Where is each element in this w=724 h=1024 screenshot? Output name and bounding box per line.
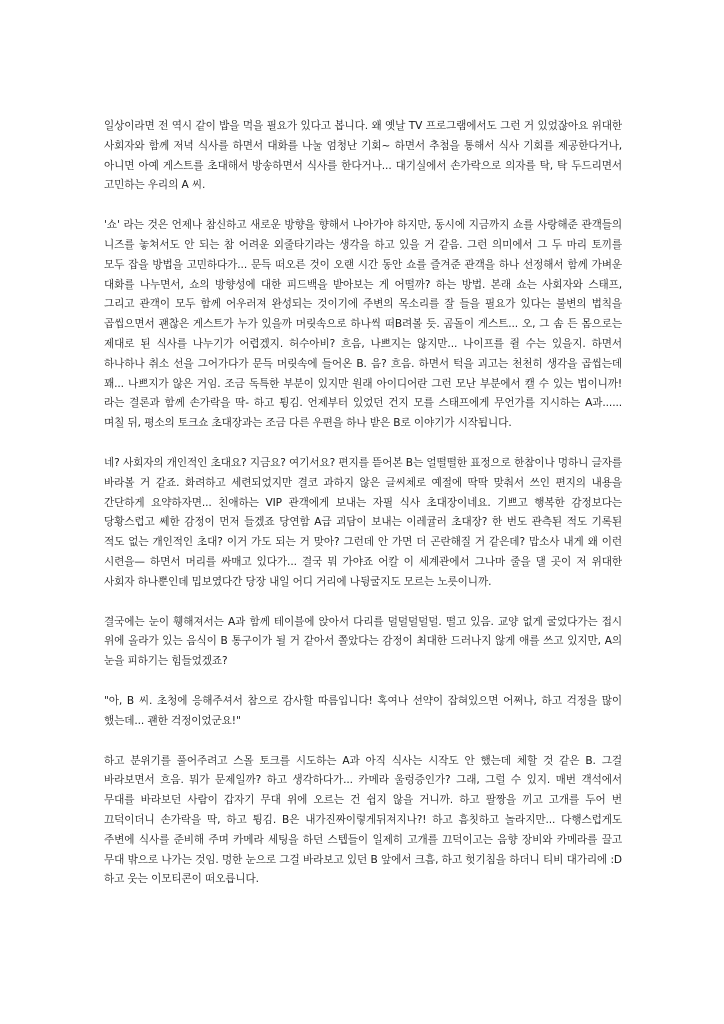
- paragraph-5-dialogue: "아, B 씨. 초청에 응해주셔서 참으로 감사할 따름입니다! 혹여나 선약이 잡혀있으면 어쩌나, 하고 걱정을 많이 했는데... 괜한 걱정이었군요!": [104, 694, 622, 727]
- document-body: [104, 117, 622, 910]
- paragraph-4: 결국에는 눈이 휑해져서는 A과 함께 테이블에 앉아서 다리를 덜덜덜덜덜. 떨고 있음. 교양 없게 굴었다가는 접시 위에 올라가 있는 음식이 B 통구이가 될 거 같아서 쫄았다는 감정이 최대한 드러나지 않게 애를 쓰고 있지만, A의 눈을 피하기는 힘들었겠죠?: [104, 615, 622, 668]
- paragraph-1: 일상이라면 전 역시 같이 밥을 먹을 필요가 있다고 봅니다. 왜 옛날 TV 프로그램에서도 그런 거 있었잖아요 위대한 사회자와 함께 저녁 식사를 하면서 대화를 나눌 엄청난 기회~ 하면서 추첨을 통해서 식사 기회를 제공한다거나, 아니면 아예 게스트를 초대해서 방송하면서 식사를 한다거나... 대기실에서 손가락으로 의자를 탁, 탁 두드리면서 고민하는 우리의 A 씨.: [104, 120, 622, 192]
- paragraph-3: 네? 사회자의 개인적인 초대요? 지금요? 여기서요? 편지를 뜯어본 B는 얼떨떨한 표정으로 한참이나 멍하니 글자를 바라볼 거 같죠. 화려하고 세련되었지만 결코 과하지 않은 글씨체로 예절에 딱딱 맞춰서 쓰인 편지의 내용을 간단하게 요약하자면... 친애하는 VIP 관객에게 보내는 자필 식사 초대장이네요. 기쁘고 행복한 감정보다는 당황스럽고 쎄한 감정이 먼저 들겠죠 당연함 A급 괴담이 보내는 이레귤러 초대장? 한 번도 관측된 적도 기록된 적도 없는 개인적인 초대? 이거 가도 되는 거 맞아? 그런데 안 가면 더 곤란해질 거 같은데? 맙소사 내게 왜 이런 시련을— 하면서 머리를 싸매고 있다가... 결국 뭐 가야죠 어칼 이 세계관에서 그나마 줄을 댈 곳이 저 위대한 사회자 하나뿐인데 밉보였다간 당장 내일 어디 거리에 나뒹굴지도 모르는 노릇이니까.: [104, 456, 622, 588]
- paragraph-6: 하고 분위기를 풀어주려고 스몰 토크를 시도하는 A과 아직 식사는 시작도 안 했는데 체할 것 같은 B. 그걸 바라보면서 흐음. 뭐가 문제일까? 하고 생각하다가... 카메라 울렁증인가? 그래, 그럴 수 있지. 매번 객석에서 무대를 바라보던 사람이 갑자기 무대 위에 오르는 건 쉽지 않을 거니까. 하고 팔짱을 끼고 고개를 두어 번 끄덕이더니 손가락을 딱, 하고 튕김. B은 내가진짜이렇게뒤져지나?! 하고 흠칫하고 놀라지만... 다행스럽게도 주변에 식사를 준비해 주며 카메라 세팅을 하던 스텝들이 일제히 고개를 끄덕이고는 음향 장비와 카메라를 끌고 무대 밖으로 나가는 것임. 멍한 눈으로 그걸 바라보고 있던 B 앞에서 크흠, 하고 헛기침을 하더니 티비 대가리에 :D 하고 웃는 이모티콘이 떠오릅니다.: [104, 754, 622, 886]
- paragraph-2: '쇼' 라는 것은 언제나 참신하고 새로운 방향을 향해서 나아가야 하지만, 동시에 지금까지 쇼를 사랑해준 관객들의 니즈를 놓쳐서도 안 되는 참 어려운 외줄타기라는 생각을 하고 있을 거 같음. 그런 의미에서 그 두 마리 토끼를 모두 잡을 방법을 고민하다가... 문득 떠오른 것이 오랜 시간 동안 쇼를 즐겨준 관객을 하나 선정해서 함께 가벼운 대화를 나누면서, 쇼의 방향성에 대한 피드백을 받아보는 게 어떨까? 하는 방법. 본래 쇼는 사회자와 스태프, 그리고 관객이 모두 함께 어우러져 완성되는 것이기에 주변의 목소리를 잘 들을 필요가 있다는 불변의 법칙을 곱씹으면서 괜찮은 게스트가 누가 있을까 머릿속으로 하나씩 떠B려볼 듯. 곰돌이 게스트... 오, 그 솜 든 몸으로는 제대로 된 식사를 나누기가 어렵겠지. 허수아비? 흐음, 나쁘지는 않지만... 나이프를 쥘 수는 있을지. 하면서 하나하나 취소 선을 그어가다가 문득 머릿속에 들어온 B. 음? 흐음. 하면서 턱을 괴고는 천천히 생각을 곱씹는데 꽤... 나쁘지가 않은 거임. 조금 독특한 부분이 있지만 원래 아이디어란 그런 모난 부분에서 캘 수 있는 법이니까! 라는 결론과 함께 손가락을 딱- 하고 튕김. 언제부터 있었던 건지 모를 스태프에게 무언가를 지시하는 A과...... 며칠 뒤, 평소의 토크쇼 초대장과는 조금 다른 우편을 하나 받은 B로 이야기가 시작됩니다.: [104, 219, 622, 430]
